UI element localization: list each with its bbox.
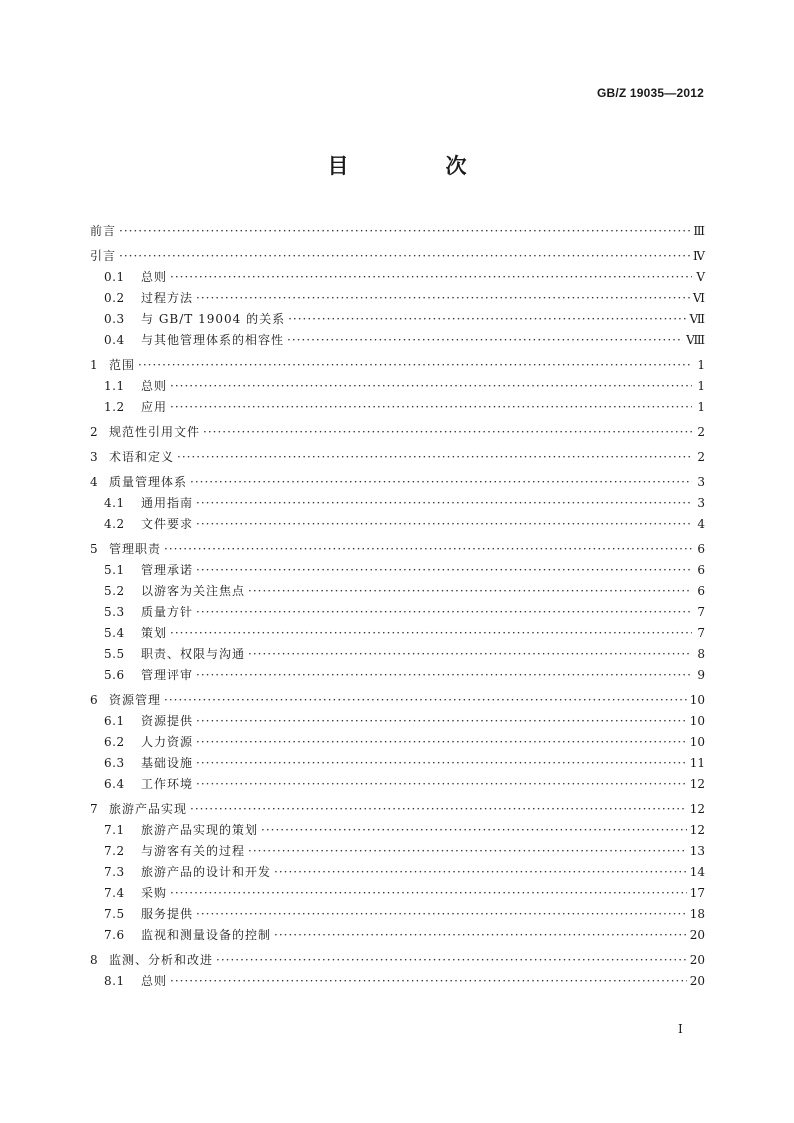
toc-entry-number: 6.1 bbox=[104, 714, 125, 728]
toc-entry[interactable] bbox=[90, 732, 705, 753]
toc-entry[interactable] bbox=[90, 493, 705, 514]
toc-entry-page: 8 bbox=[697, 647, 705, 661]
toc-entry-number: 7.1 bbox=[104, 823, 125, 837]
toc-leader-dots bbox=[170, 376, 692, 397]
toc-leader-dots bbox=[196, 288, 690, 309]
toc-entry-page: 12 bbox=[689, 823, 705, 837]
toc-leader-dots bbox=[196, 560, 692, 581]
toc-leader-dots bbox=[196, 514, 692, 535]
toc-entry-number: 5 bbox=[90, 542, 98, 556]
toc-entry-number: 0.4 bbox=[104, 333, 125, 347]
toc-entry[interactable] bbox=[90, 665, 705, 686]
toc-entry-page: 12 bbox=[689, 802, 705, 816]
toc-entry[interactable] bbox=[90, 539, 705, 560]
toc-entry[interactable] bbox=[90, 883, 705, 904]
toc-entry-label: 总则 bbox=[141, 974, 168, 988]
toc-entry-label: 通用指南 bbox=[141, 496, 194, 510]
toc-entry[interactable] bbox=[90, 862, 705, 883]
toc-entry-label: 服务提供 bbox=[141, 907, 194, 921]
toc-entry[interactable] bbox=[90, 246, 705, 267]
toc-entry[interactable] bbox=[90, 774, 705, 795]
toc-entry-label: 旅游产品的设计和开发 bbox=[141, 865, 272, 879]
toc-leader-dots bbox=[119, 221, 690, 242]
toc-entry[interactable] bbox=[90, 753, 705, 774]
toc-entry-label: 监测、分析和改进 bbox=[109, 953, 214, 967]
toc-entry[interactable] bbox=[90, 799, 705, 820]
toc-entry-label: 前言 bbox=[90, 224, 117, 238]
toc-entry-page: 6 bbox=[697, 563, 705, 577]
toc-leader-dots bbox=[196, 665, 692, 686]
toc-leader-dots bbox=[164, 690, 687, 711]
toc-entry-number: 2 bbox=[90, 425, 98, 439]
toc-entry-label: 采购 bbox=[141, 886, 168, 900]
toc-entry[interactable] bbox=[90, 820, 705, 841]
toc-leader-dots bbox=[196, 732, 687, 753]
toc-leader-dots bbox=[119, 246, 690, 267]
toc-entry-label: 以游客为关注焦点 bbox=[141, 584, 246, 598]
toc-entry-page: 6 bbox=[697, 542, 705, 556]
toc-leader-dots bbox=[261, 820, 687, 841]
toc-entry-number: 7.3 bbox=[104, 865, 125, 879]
toc-entry[interactable] bbox=[90, 422, 705, 443]
toc-leader-dots bbox=[288, 309, 686, 330]
toc-leader-dots bbox=[170, 267, 692, 288]
toc-entry-page: 1 bbox=[697, 379, 705, 393]
toc-entry-page: Ⅲ bbox=[693, 224, 705, 238]
toc-entry-label: 过程方法 bbox=[141, 291, 194, 305]
toc-leader-dots bbox=[196, 602, 692, 623]
toc-entry-number: 6.4 bbox=[104, 777, 125, 791]
toc-entry[interactable] bbox=[90, 330, 705, 351]
toc-entry-page: Ⅶ bbox=[689, 312, 705, 326]
toc-entry-number: 5.5 bbox=[104, 647, 125, 661]
toc-entry[interactable] bbox=[90, 447, 705, 468]
toc-entry-number: 4 bbox=[90, 475, 98, 489]
toc-entry-label: 与游客有关的过程 bbox=[141, 844, 246, 858]
toc-entry-number: 7.6 bbox=[104, 928, 125, 942]
toc-entry-label: 与其他管理体系的相容性 bbox=[141, 333, 285, 347]
toc-entry[interactable] bbox=[90, 397, 705, 418]
toc-entry-page: 10 bbox=[689, 714, 705, 728]
toc-entry-label: 引言 bbox=[90, 249, 117, 263]
toc-entry-page: 9 bbox=[697, 668, 705, 682]
toc-entry[interactable] bbox=[90, 644, 705, 665]
toc-leader-dots bbox=[196, 753, 687, 774]
toc-entry-number: 7.4 bbox=[104, 886, 125, 900]
toc-entry-page: 2 bbox=[697, 450, 705, 464]
toc-leader-dots bbox=[203, 422, 692, 443]
toc-leader-dots bbox=[274, 862, 687, 883]
toc-entry-label: 质量方针 bbox=[141, 605, 194, 619]
toc-entry[interactable] bbox=[90, 560, 705, 581]
toc-entry-label: 管理评审 bbox=[141, 668, 194, 682]
toc-entry[interactable] bbox=[90, 711, 705, 732]
toc-leader-dots bbox=[170, 883, 687, 904]
toc-entry-number: 3 bbox=[90, 450, 98, 464]
toc-entry-page: 18 bbox=[689, 907, 705, 921]
toc-leader-dots bbox=[196, 711, 687, 732]
toc-entry-number: 8.1 bbox=[104, 974, 125, 988]
toc-entry-number: 1 bbox=[90, 358, 98, 372]
toc-entry-label: 人力资源 bbox=[141, 735, 194, 749]
toc-entry-page: 7 bbox=[697, 626, 705, 640]
toc-entry-page: 10 bbox=[689, 735, 705, 749]
toc-entry-number: 5.1 bbox=[104, 563, 125, 577]
toc-entry-page: 17 bbox=[689, 886, 705, 900]
toc-entry-label: 与 GB/T 19004 的关系 bbox=[141, 312, 286, 326]
toc-entry[interactable] bbox=[90, 221, 705, 242]
page-number: I bbox=[678, 1022, 683, 1036]
toc-leader-dots bbox=[196, 493, 692, 514]
toc-entry[interactable] bbox=[90, 950, 705, 971]
toc-entry-label: 总则 bbox=[141, 379, 168, 393]
toc-entry[interactable] bbox=[90, 690, 705, 711]
toc-entry[interactable] bbox=[90, 841, 705, 862]
toc-entry[interactable] bbox=[90, 971, 705, 992]
toc-entry[interactable] bbox=[90, 602, 705, 623]
toc-entry-label: 规范性引用文件 bbox=[109, 425, 201, 439]
toc-leader-dots bbox=[190, 472, 692, 493]
toc-entry-page: 12 bbox=[689, 777, 705, 791]
toc-entry-page: 3 bbox=[697, 496, 705, 510]
toc-entry-label: 应用 bbox=[141, 400, 168, 414]
toc-entry-page: 20 bbox=[689, 974, 705, 988]
toc-leader-dots bbox=[196, 774, 687, 795]
toc-entry-number: 6.2 bbox=[104, 735, 125, 749]
toc-entry[interactable] bbox=[90, 309, 705, 330]
toc-entry-number: 5.2 bbox=[104, 584, 125, 598]
toc-leader-dots bbox=[216, 950, 687, 971]
toc-entry-number: 8 bbox=[90, 953, 98, 967]
toc-entry-label: 策划 bbox=[141, 626, 168, 640]
toc-entry-page: 1 bbox=[697, 358, 705, 372]
toc-entry-page: 6 bbox=[697, 584, 705, 598]
toc-entry-page: Ⅳ bbox=[693, 249, 705, 263]
toc-entry[interactable] bbox=[90, 581, 705, 602]
toc-entry-label: 资源管理 bbox=[109, 693, 162, 707]
toc-leader-dots bbox=[190, 799, 687, 820]
toc-entry-number: 7.2 bbox=[104, 844, 125, 858]
toc-entry-label: 管理职责 bbox=[109, 542, 162, 556]
toc-entry-number: 7.5 bbox=[104, 907, 125, 921]
toc-entry-label: 旅游产品实现的策划 bbox=[141, 823, 259, 837]
toc-entry-label: 资源提供 bbox=[141, 714, 194, 728]
toc-entry-number: 4.1 bbox=[104, 496, 125, 510]
toc-leader-dots bbox=[248, 581, 692, 602]
toc-entry-number: 1.1 bbox=[104, 379, 125, 393]
toc-entry-page: 1 bbox=[697, 400, 705, 414]
toc-leader-dots bbox=[248, 644, 692, 665]
toc-entry-page: 13 bbox=[689, 844, 705, 858]
toc-entry-page: 3 bbox=[697, 475, 705, 489]
toc-entry-page: Ⅴ bbox=[696, 270, 705, 284]
toc-entry-label: 管理承诺 bbox=[141, 563, 194, 577]
toc-entry-page: 7 bbox=[697, 605, 705, 619]
toc-leader-dots bbox=[287, 330, 683, 351]
toc-entry-number: 6.3 bbox=[104, 756, 125, 770]
toc-leader-dots bbox=[248, 841, 687, 862]
toc-entry[interactable] bbox=[90, 376, 705, 397]
toc-entry-number: 0.1 bbox=[104, 270, 125, 284]
toc-entry-number: 4.2 bbox=[104, 517, 125, 531]
toc-entry-page: 2 bbox=[697, 425, 705, 439]
toc-entry-label: 监视和测量设备的控制 bbox=[141, 928, 272, 942]
toc-entry[interactable] bbox=[90, 355, 705, 376]
toc-entry-page: 14 bbox=[689, 865, 705, 879]
toc-entry[interactable] bbox=[90, 904, 705, 925]
toc-entry[interactable] bbox=[90, 472, 705, 493]
toc-leader-dots bbox=[274, 925, 687, 946]
toc-entry-number: 5.6 bbox=[104, 668, 125, 682]
toc-entry-page: 20 bbox=[689, 953, 705, 967]
toc-entry[interactable] bbox=[90, 623, 705, 644]
toc-leader-dots bbox=[170, 623, 692, 644]
toc-entry-number: 1.2 bbox=[104, 400, 125, 414]
toc-entry-number: 0.3 bbox=[104, 312, 125, 326]
toc-entry-label: 文件要求 bbox=[141, 517, 194, 531]
toc-entry-label: 总则 bbox=[141, 270, 168, 284]
toc-entry-label: 旅游产品实现 bbox=[109, 802, 188, 816]
toc-entry-number: 0.2 bbox=[104, 291, 125, 305]
toc-entry-number: 5.4 bbox=[104, 626, 125, 640]
toc-leader-dots bbox=[138, 355, 692, 376]
toc-entry[interactable] bbox=[90, 267, 705, 288]
toc-entry-label: 术语和定义 bbox=[109, 450, 175, 464]
toc-leader-dots bbox=[177, 447, 692, 468]
toc-leader-dots bbox=[196, 904, 687, 925]
toc-entry-label: 质量管理体系 bbox=[109, 475, 188, 489]
toc-entry-number: 6 bbox=[90, 693, 98, 707]
toc-entry-number: 7 bbox=[90, 802, 98, 816]
toc-entry-page: 4 bbox=[697, 517, 705, 531]
toc-entry-number: 5.3 bbox=[104, 605, 125, 619]
toc-entry[interactable] bbox=[90, 514, 705, 535]
table-of-contents bbox=[90, 221, 705, 992]
toc-entry-label: 工作环境 bbox=[141, 777, 194, 791]
toc-leader-dots bbox=[170, 971, 687, 992]
toc-entry-page: Ⅷ bbox=[686, 333, 705, 347]
toc-entry-page: Ⅵ bbox=[692, 291, 705, 305]
toc-entry-page: 10 bbox=[689, 693, 705, 707]
standard-code: GB/Z 19035—2012 bbox=[596, 86, 704, 100]
toc-leader-dots bbox=[164, 539, 692, 560]
toc-entry[interactable] bbox=[90, 288, 705, 309]
toc-entry[interactable] bbox=[90, 925, 705, 946]
toc-entry-page: 11 bbox=[689, 756, 705, 770]
toc-entry-page: 20 bbox=[689, 928, 705, 942]
toc-entry-label: 基础设施 bbox=[141, 756, 194, 770]
toc-leader-dots bbox=[170, 397, 692, 418]
toc-entry-label: 范围 bbox=[109, 358, 136, 372]
toc-entry-label: 职责、权限与沟通 bbox=[141, 647, 246, 661]
page-title: 目 次 bbox=[327, 153, 505, 178]
